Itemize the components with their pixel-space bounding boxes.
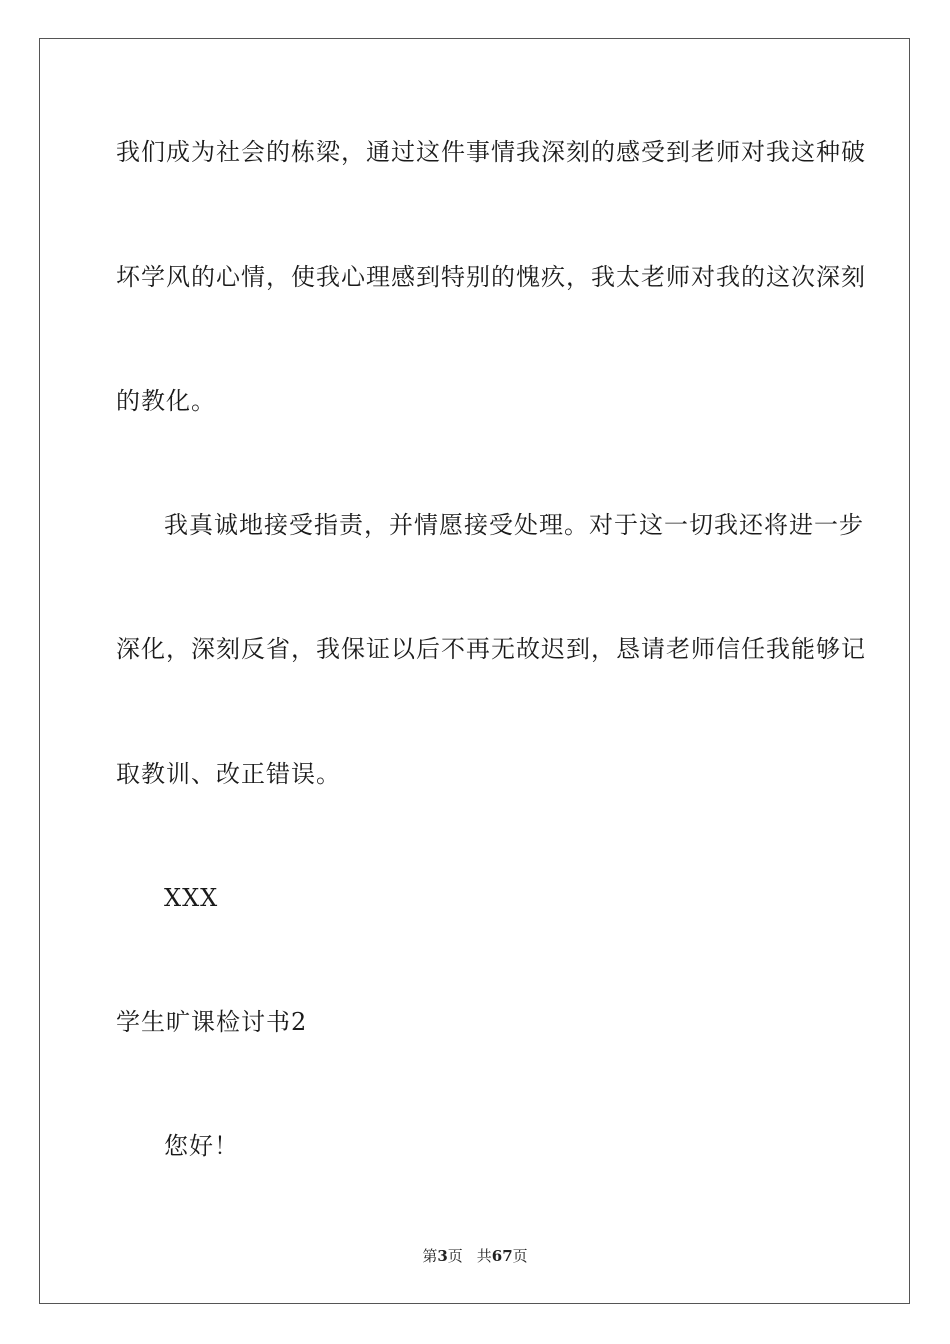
page-prefix: 第	[422, 1247, 438, 1265]
page-suffix: 页	[447, 1247, 463, 1265]
total-prefix: 共	[476, 1247, 492, 1265]
total-pages: 67	[491, 1247, 513, 1265]
page-border	[39, 38, 910, 1304]
body-line-6: 取教训、改正错误。	[116, 760, 341, 788]
page-footer	[0, 1246, 950, 1266]
total-suffix: 页	[512, 1247, 528, 1265]
body-line-4: 我真诚地接受指责，并情愿接受处理。对于这一切我还将进一步	[164, 511, 864, 539]
body-line-2: 坏学风的心情，使我心理感到特别的愧疚，我太老师对我的这次深刻	[116, 263, 866, 291]
section-heading: 学生旷课检讨书2	[116, 1008, 308, 1036]
body-line-1: 我们成为社会的栋梁，通过这件事情我深刻的感受到老师对我这种破	[116, 138, 866, 166]
body-line-3: 的教化。	[116, 387, 216, 415]
page-number: 3	[437, 1247, 448, 1265]
signature: XXX	[164, 884, 219, 912]
body-line-5: 深化，深刻反省，我保证以后不再无故迟到，恳请老师信任我能够记	[116, 635, 866, 663]
greeting: 您好！	[164, 1132, 239, 1160]
